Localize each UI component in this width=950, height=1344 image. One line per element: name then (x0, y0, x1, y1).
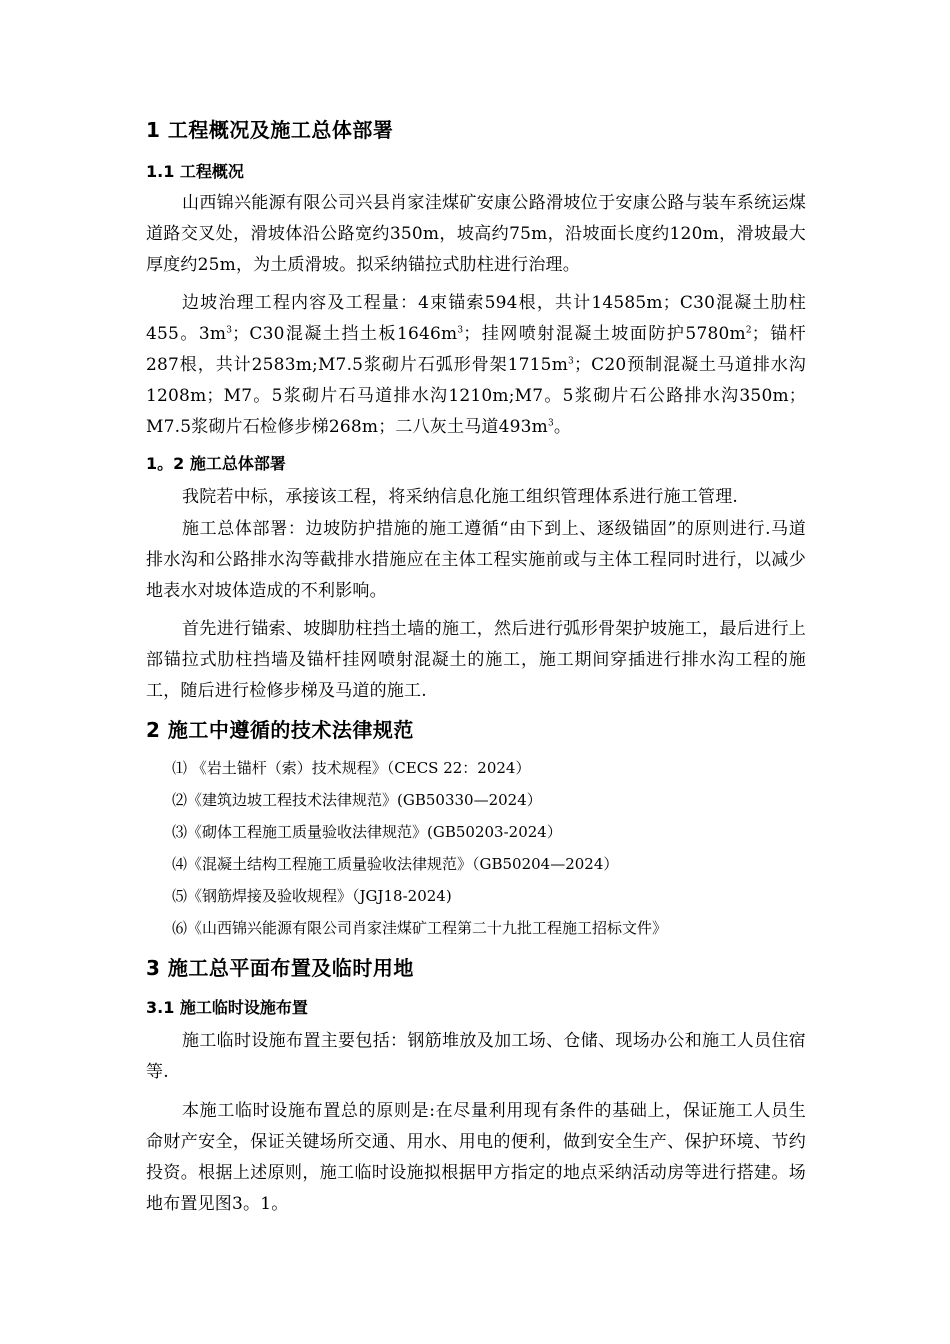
paragraph-project-overview: 山西锦兴能源有限公司兴县肖家洼煤矿安康公路滑坡位于安康公路与装车系统运煤道路交叉处，滑坡体沿公路宽约350m，坡高约75m，沿坡面长度约120m，滑坡最大厚度约25m，为土质滑坡。拟采纳锚拉式肋柱进行治理。 (146, 193, 806, 275)
reference-item: ⑹《山西锦兴能源有限公司肖家洼煤矿工程第二十九批工程施工招标文件》 (172, 919, 668, 937)
section-1-1-heading: 1.1 工程概况 (146, 162, 244, 181)
paragraph-temporary-facilities: 施工临时设施布置主要包括：钢筋堆放及加工场、仓储、现场办公和施工人员住宿等. (146, 1031, 806, 1082)
paragraph-layout-principles: 本施工临时设施布置总的原则是:在尽量利用现有条件的基础上，保证施工人员生命财产安全，保证关键场所交通、用水、用电的便利，做到安全生产、保护环境、节约投资。根据上述原则，施工临时设施拟根据甲方指定的地点采纳活动房等进行搭建。场地布置见图3。1。 (146, 1101, 806, 1214)
quantities-text-e: ；C20预制混凝土马道排水沟1208m；M7。5浆砌片石马道排水沟1210m;M7。5浆砌片石公路排水沟350m；M7.5浆砌片石检修步梯268m；二八灰土马道493m (146, 355, 806, 437)
reference-item: ⑶《砌体工程施工质量验收法律规范》(GB50203-2024） (172, 823, 562, 841)
reference-list (146, 752, 806, 944)
quantities-text-d: ；锚杆287根，共计2583m;M7.5浆砌片石弧形骨架1715m (146, 324, 806, 375)
superscript-3: 3 (457, 325, 464, 336)
section-1-heading: 1 工程概况及施工总体部署 (146, 118, 394, 142)
superscript-3: 3 (226, 325, 233, 336)
section-1-2-heading: 1。2 施工总体部署 (146, 454, 286, 473)
reference-item: ⑸《钢筋焊接及验收规程》（JGJ18-2024) (172, 887, 452, 905)
paragraph-bid-statement: 我院若中标，承接该工程，将采纳信息化施工组织管理体系进行施工管理. (182, 487, 739, 507)
quantities-text-a: 边坡治理工程内容及工程量：4束锚索594根，共计14585m；C30混凝土肋柱455。3m (146, 293, 806, 344)
quantities-text-c: ；挂网喷射混凝土坡面防护5780m (463, 324, 746, 344)
superscript-3: 3 (547, 418, 554, 429)
reference-item: ⑷《混凝土结构工程施工质量验收法律规范》（GB50204—2024） (172, 855, 619, 873)
section-2-heading: 2 施工中遵循的技术法律规范 (146, 718, 414, 742)
paragraph-construction-sequence: 首先进行锚索、坡脚肋柱挡土墙的施工，然后进行弧形骨架护坡施工，最后进行上部锚拉式肋柱挡墙及锚杆挂网喷射混凝土的施工，施工期间穿插进行排水沟工程的施工，随后进行检修步梯及马道的施工. (146, 619, 806, 701)
paragraph-overall-deployment: 施工总体部署：边坡防护措施的施工遵循“由下到上、逐级锚固”的原则进行.马道排水沟和公路排水沟等截排水措施应在主体工程实施前或与主体工程同时进行，以减少地表水对坡体造成的不利影响。 (146, 519, 806, 601)
superscript-2: 2 (745, 325, 752, 336)
reference-item: ⑴ 《岩土锚杆（索）技术规程》（CECS 22：2024） (172, 759, 531, 777)
section-3-heading: 3 施工总平面布置及临时用地 (146, 956, 414, 980)
quantities-text-f: 。 (553, 417, 572, 437)
section-3-1-heading: 3.1 施工临时设施布置 (146, 998, 308, 1017)
paragraph-quantities (146, 288, 806, 443)
quantities-text-b: ；C30混凝土挡土板1646m (232, 324, 458, 344)
superscript-3: 3 (568, 356, 574, 367)
reference-item: ⑵《建筑边坡工程技术法律规范》(GB50330—2024） (172, 791, 542, 809)
